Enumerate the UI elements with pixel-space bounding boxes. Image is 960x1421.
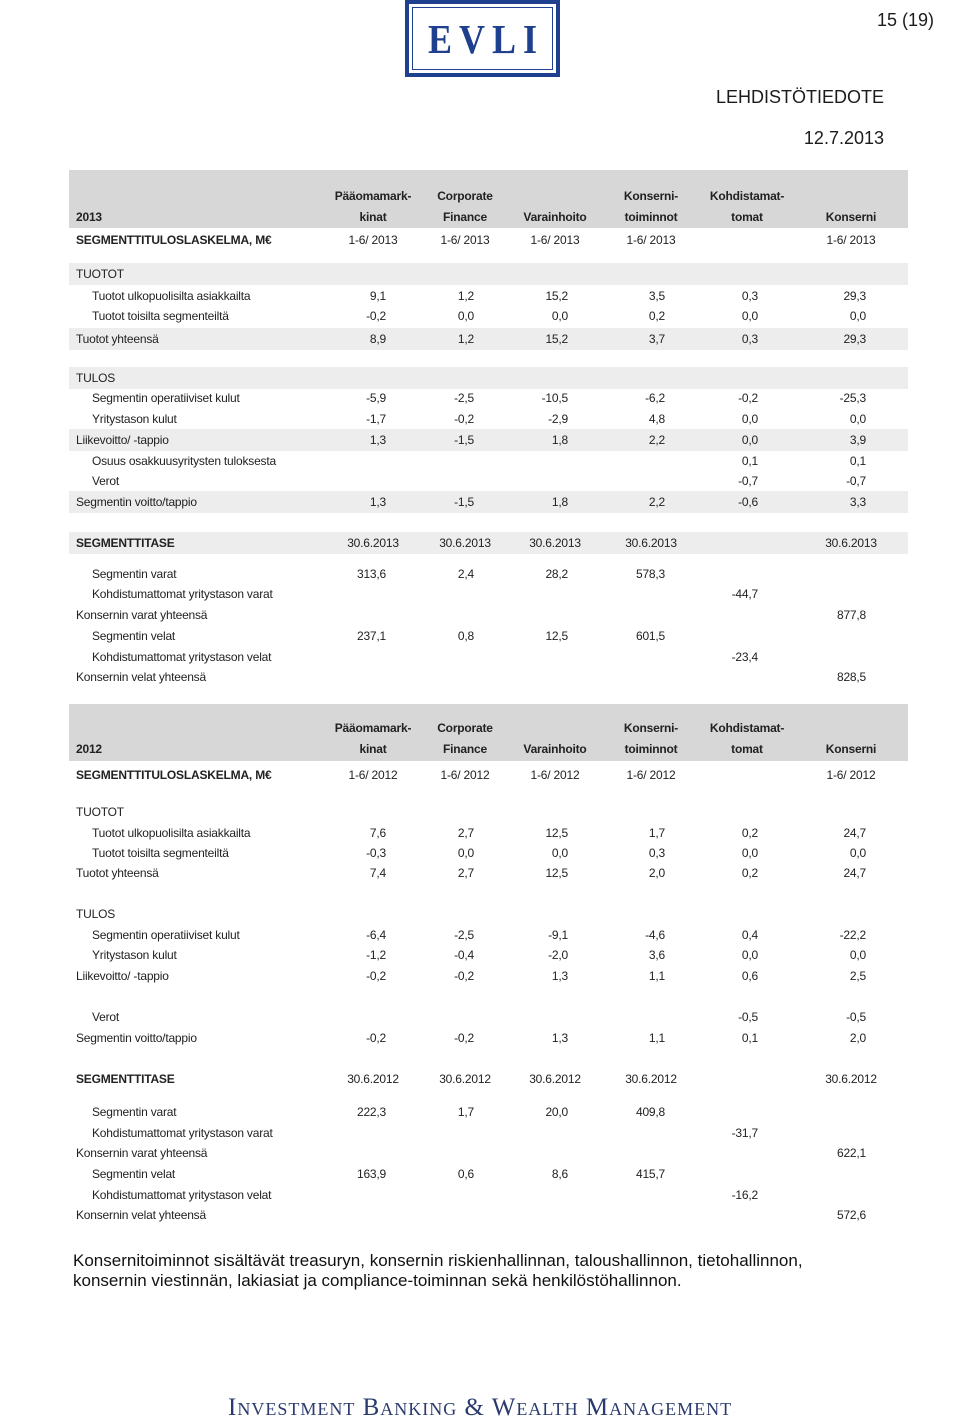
period-cell: 1-6/ 2013 xyxy=(626,233,676,247)
value-cell: 0,0 xyxy=(457,846,474,860)
row-label: Verot xyxy=(92,474,120,488)
value-cell: 0,0 xyxy=(849,846,866,860)
column-header: Finance xyxy=(443,742,487,756)
value-cell: 12,5 xyxy=(545,866,568,880)
table-year: 2012 xyxy=(76,742,102,756)
table-row xyxy=(0,1103,960,1121)
value-cell: 7,4 xyxy=(369,866,386,880)
value-cell: 0,1 xyxy=(849,454,866,468)
period-cell: 1-6/ 2012 xyxy=(530,768,580,782)
row-label: TUOTOT xyxy=(76,805,124,819)
column-header: Kohdistamat- xyxy=(709,189,785,203)
period-cell: 30.6.2013 xyxy=(347,536,399,550)
table-row xyxy=(0,1186,960,1204)
value-cell: 0,2 xyxy=(648,309,665,323)
value-cell: 0,3 xyxy=(741,332,758,346)
footer-tagline: Investment Banking & Wealth Management xyxy=(228,1397,733,1419)
value-cell: 20,0 xyxy=(545,1105,568,1119)
value-cell: 28,2 xyxy=(545,567,568,581)
row-label: Kohdistumattomat yritystason velat xyxy=(92,650,272,664)
value-cell: 8,6 xyxy=(551,1167,568,1181)
value-cell: 222,3 xyxy=(356,1105,386,1119)
spacer-row xyxy=(0,988,960,1006)
value-cell: -0,2 xyxy=(738,391,758,405)
value-cell: -6,4 xyxy=(366,928,386,942)
value-cell: -1,5 xyxy=(454,433,474,447)
column-header: Kohdistamat- xyxy=(709,721,785,735)
period-cell: 30.6.2012 xyxy=(825,1072,877,1086)
value-cell: -2,9 xyxy=(548,412,568,426)
value-cell: 415,7 xyxy=(635,1167,665,1181)
column-header-row xyxy=(0,719,960,737)
value-cell: -1,2 xyxy=(366,948,386,962)
value-cell: 9,1 xyxy=(369,289,386,303)
value-cell: 0,0 xyxy=(849,309,866,323)
value-cell: 3,3 xyxy=(849,495,866,509)
period-cell: 1-6/ 2012 xyxy=(348,768,398,782)
row-label: Konsernin velat yhteensä xyxy=(76,1208,206,1222)
period-cell: 1-6/ 2013 xyxy=(348,233,398,247)
period-cell: 30.6.2012 xyxy=(347,1072,399,1086)
value-cell: -23,4 xyxy=(731,650,758,664)
row-label: Tuotot yhteensä xyxy=(76,866,159,880)
value-cell: 601,5 xyxy=(635,629,665,643)
document-date: 12.7.2013 xyxy=(803,128,884,148)
column-header-row xyxy=(0,740,960,758)
row-label: SEGMENTTITASE xyxy=(76,1072,175,1086)
column-header-row xyxy=(0,208,960,226)
value-cell: 1,3 xyxy=(551,969,568,983)
logo-wordmark: EVLI xyxy=(427,15,545,62)
value-cell: -9,1 xyxy=(548,928,568,942)
value-cell: 0,3 xyxy=(648,846,665,860)
value-cell: 15,2 xyxy=(545,289,568,303)
value-cell: 8,9 xyxy=(369,332,386,346)
column-header: Varainhoito xyxy=(523,742,587,756)
value-cell: 0,0 xyxy=(551,846,568,860)
value-cell: 0,0 xyxy=(457,309,474,323)
table-row xyxy=(0,803,960,821)
value-cell: -0,5 xyxy=(846,1010,866,1024)
table-row xyxy=(0,389,960,407)
table-row xyxy=(0,265,960,283)
value-cell: 2,4 xyxy=(457,567,474,581)
table-row xyxy=(0,1165,960,1183)
table-row xyxy=(0,431,960,449)
column-header: kinat xyxy=(359,742,387,756)
row-label: SEGMENTTITASE xyxy=(76,536,175,550)
table-row xyxy=(0,766,960,784)
value-cell: 1,2 xyxy=(457,332,474,346)
column-header: tomat xyxy=(731,210,763,224)
row-label: Segmentin velat xyxy=(92,1167,176,1181)
row-label: TUOTOT xyxy=(76,267,124,281)
table-row xyxy=(0,864,960,882)
table-row xyxy=(0,627,960,645)
row-label: Segmentin operatiiviset kulut xyxy=(92,928,240,942)
row-label: Verot xyxy=(92,1010,120,1024)
value-cell: 0,0 xyxy=(849,412,866,426)
table-row xyxy=(0,926,960,944)
period-cell: 30.6.2012 xyxy=(529,1072,581,1086)
period-cell: 1-6/ 2013 xyxy=(440,233,490,247)
value-cell: 7,6 xyxy=(369,826,386,840)
value-cell: 0,0 xyxy=(849,948,866,962)
value-cell: -0,4 xyxy=(454,948,474,962)
column-header: tomat xyxy=(731,742,763,756)
table-row xyxy=(0,1070,960,1088)
value-cell: -2,5 xyxy=(454,391,474,405)
period-cell: 30.6.2012 xyxy=(439,1072,491,1086)
value-cell: 15,2 xyxy=(545,332,568,346)
period-cell: 1-6/ 2013 xyxy=(826,233,876,247)
value-cell: 1,3 xyxy=(369,495,386,509)
row-label: Segmentin varat xyxy=(92,567,177,581)
footnote-line: konsernin viestinnän, lakiasiat ja compliance-toiminnan sekä henkilöstöhallinnon. xyxy=(73,1271,682,1290)
value-cell: 237,1 xyxy=(356,629,386,643)
value-cell: 2,0 xyxy=(849,1031,866,1045)
table-row xyxy=(0,1124,960,1142)
value-cell: -25,3 xyxy=(839,391,866,405)
footnote-line: Konsernitoiminnot sisältävät treasuryn, konsernin riskienhallinnan, taloushallinnon, tietohallinnon, xyxy=(73,1251,803,1270)
value-cell: -0,2 xyxy=(366,969,386,983)
table-row xyxy=(0,585,960,603)
row-label: Segmentin operatiiviset kulut xyxy=(92,391,240,405)
row-label: Konsernin varat yhteensä xyxy=(76,1146,208,1160)
row-label: Kohdistumattomat yritystason varat xyxy=(92,1126,273,1140)
row-label: Tuotot ulkopuolisilta asiakkailta xyxy=(92,826,251,840)
table-row xyxy=(0,844,960,862)
value-cell: 1,2 xyxy=(457,289,474,303)
row-label: Osuus osakkuusyritysten tuloksesta xyxy=(92,454,276,468)
value-cell: 0,0 xyxy=(741,948,758,962)
value-cell: 3,5 xyxy=(648,289,665,303)
value-cell: 1,3 xyxy=(551,1031,568,1045)
column-header-row xyxy=(0,187,960,205)
value-cell: -5,9 xyxy=(366,391,386,405)
table-row xyxy=(0,606,960,624)
row-label: Yritystason kulut xyxy=(92,948,177,962)
row-label: SEGMENTTITULOSLASKELMA, M€ xyxy=(76,768,272,782)
value-cell: 0,2 xyxy=(741,826,758,840)
table-row xyxy=(0,287,960,305)
value-cell: 2,5 xyxy=(849,969,866,983)
value-cell: 1,3 xyxy=(369,433,386,447)
period-cell: 1-6/ 2012 xyxy=(826,768,876,782)
row-label: Segmentin varat xyxy=(92,1105,177,1119)
table-row xyxy=(0,1144,960,1162)
table-row xyxy=(0,410,960,428)
value-cell: 1,1 xyxy=(648,1031,665,1045)
value-cell: 3,6 xyxy=(648,948,665,962)
value-cell: 313,6 xyxy=(356,567,386,581)
value-cell: 0,0 xyxy=(741,412,758,426)
value-cell: 0,1 xyxy=(741,1031,758,1045)
column-header: Konserni- xyxy=(623,189,679,203)
row-label: SEGMENTTITULOSLASKELMA, M€ xyxy=(76,233,272,247)
value-cell: 578,3 xyxy=(635,567,665,581)
table-row xyxy=(0,824,960,842)
value-cell: 4,8 xyxy=(648,412,665,426)
value-cell: -0,2 xyxy=(366,309,386,323)
value-cell: -0,2 xyxy=(454,1031,474,1045)
row-label: Liikevoitto/ -tappio xyxy=(76,969,169,983)
value-cell: -6,2 xyxy=(645,391,665,405)
value-cell: 0,2 xyxy=(741,866,758,880)
value-cell: 877,8 xyxy=(836,608,866,622)
value-cell: 24,7 xyxy=(843,866,866,880)
value-cell: -44,7 xyxy=(731,587,758,601)
row-label: Konsernin varat yhteensä xyxy=(76,608,208,622)
row-label: Tuotot toisilta segmenteiltä xyxy=(92,846,229,860)
table-row xyxy=(0,946,960,964)
column-header: toiminnot xyxy=(624,210,678,224)
value-cell: 0,3 xyxy=(741,289,758,303)
value-cell: 3,9 xyxy=(849,433,866,447)
value-cell: -31,7 xyxy=(731,1126,758,1140)
value-cell: 828,5 xyxy=(836,670,866,684)
value-cell: 12,5 xyxy=(545,629,568,643)
table-year: 2013 xyxy=(76,210,102,224)
value-cell: 1,1 xyxy=(648,969,665,983)
value-cell: 0,8 xyxy=(457,629,474,643)
value-cell: 2,7 xyxy=(457,866,474,880)
column-header: Konserni xyxy=(825,742,877,756)
value-cell: 409,8 xyxy=(635,1105,665,1119)
row-label: Konsernin velat yhteensä xyxy=(76,670,206,684)
column-header: Pääomamark- xyxy=(334,721,412,735)
row-label: Tuotot toisilta segmenteiltä xyxy=(92,309,229,323)
value-cell: -16,2 xyxy=(731,1188,758,1202)
column-header: toiminnot xyxy=(624,742,678,756)
value-cell: -0,6 xyxy=(738,495,758,509)
row-label: Liikevoitto/ -tappio xyxy=(76,433,169,447)
value-cell: 1,7 xyxy=(457,1105,474,1119)
table-row xyxy=(0,905,960,923)
table-row xyxy=(0,231,960,249)
column-header: Konserni xyxy=(825,210,877,224)
footnote xyxy=(73,1251,953,1291)
value-cell: -1,7 xyxy=(366,412,386,426)
table-row xyxy=(0,369,960,387)
value-cell: 12,5 xyxy=(545,826,568,840)
table-row xyxy=(0,307,960,325)
value-cell: 0,0 xyxy=(741,433,758,447)
value-cell: -2,5 xyxy=(454,928,474,942)
period-cell: 30.6.2013 xyxy=(439,536,491,550)
value-cell: -10,5 xyxy=(541,391,568,405)
value-cell: -0,5 xyxy=(738,1010,758,1024)
page-number: 15 (19) xyxy=(876,10,934,30)
value-cell: 29,3 xyxy=(843,332,866,346)
column-header: Corporate xyxy=(437,189,493,203)
table-row xyxy=(0,1029,960,1047)
value-cell: 2,0 xyxy=(648,866,665,880)
value-cell: 0,0 xyxy=(551,309,568,323)
row-label: Yritystason kulut xyxy=(92,412,177,426)
value-cell: -4,6 xyxy=(645,928,665,942)
table-row xyxy=(0,472,960,490)
table-row xyxy=(0,1206,960,1224)
value-cell: 0,6 xyxy=(741,969,758,983)
row-label: TULOS xyxy=(76,907,116,921)
row-label: Tuotot yhteensä xyxy=(76,332,159,346)
value-cell: -22,2 xyxy=(839,928,866,942)
table-row xyxy=(0,330,960,348)
value-cell: -0,2 xyxy=(454,969,474,983)
row-label: Segmentin voitto/tappio xyxy=(76,1031,197,1045)
value-cell: -0,7 xyxy=(846,474,866,488)
table-row xyxy=(0,452,960,470)
column-header: kinat xyxy=(359,210,387,224)
value-cell: -1,5 xyxy=(454,495,474,509)
value-cell: 0,1 xyxy=(741,454,758,468)
table-row xyxy=(0,648,960,666)
column-header: Varainhoito xyxy=(523,210,587,224)
period-cell: 30.6.2013 xyxy=(529,536,581,550)
value-cell: 163,9 xyxy=(356,1167,386,1181)
value-cell: 0,0 xyxy=(741,309,758,323)
table-row xyxy=(0,534,960,552)
value-cell: 29,3 xyxy=(843,289,866,303)
value-cell: 572,6 xyxy=(836,1208,866,1222)
row-label: Segmentin voitto/tappio xyxy=(76,495,197,509)
row-label: Kohdistumattomat yritystason velat xyxy=(92,1188,272,1202)
value-cell: 1,8 xyxy=(551,495,568,509)
row-label: Tuotot ulkopuolisilta asiakkailta xyxy=(92,289,251,303)
value-cell: 0,4 xyxy=(741,928,758,942)
value-cell: -0,7 xyxy=(738,474,758,488)
column-header: Finance xyxy=(443,210,487,224)
value-cell: 622,1 xyxy=(836,1146,866,1160)
column-header: Pääomamark- xyxy=(334,189,412,203)
period-cell: 1-6/ 2012 xyxy=(626,768,676,782)
value-cell: 1,8 xyxy=(551,433,568,447)
table-row xyxy=(0,565,960,583)
value-cell: -2,0 xyxy=(548,948,568,962)
table-row xyxy=(0,493,960,511)
table-row xyxy=(0,668,960,686)
period-cell: 1-6/ 2012 xyxy=(440,768,490,782)
value-cell: 0,6 xyxy=(457,1167,474,1181)
row-label: TULOS xyxy=(76,371,116,385)
value-cell: -0,2 xyxy=(454,412,474,426)
table-row xyxy=(0,1008,960,1026)
period-cell: 30.6.2013 xyxy=(625,536,677,550)
value-cell: 2,2 xyxy=(648,495,665,509)
value-cell: 0,0 xyxy=(741,846,758,860)
value-cell: 3,7 xyxy=(648,332,665,346)
period-cell: 1-6/ 2013 xyxy=(530,233,580,247)
column-header: Konserni- xyxy=(623,721,679,735)
table-row xyxy=(0,967,960,985)
value-cell: 1,7 xyxy=(648,826,665,840)
period-cell: 30.6.2013 xyxy=(825,536,877,550)
column-header: Corporate xyxy=(437,721,493,735)
value-cell: 2,2 xyxy=(648,433,665,447)
value-cell: 2,7 xyxy=(457,826,474,840)
document-type: LEHDISTÖTIEDOTE xyxy=(715,87,884,107)
value-cell: -0,3 xyxy=(366,846,386,860)
value-cell: 24,7 xyxy=(843,826,866,840)
period-cell: 30.6.2012 xyxy=(625,1072,677,1086)
row-label: Segmentin velat xyxy=(92,629,176,643)
row-label: Kohdistumattomat yritystason varat xyxy=(92,587,273,601)
value-cell: -0,2 xyxy=(366,1031,386,1045)
